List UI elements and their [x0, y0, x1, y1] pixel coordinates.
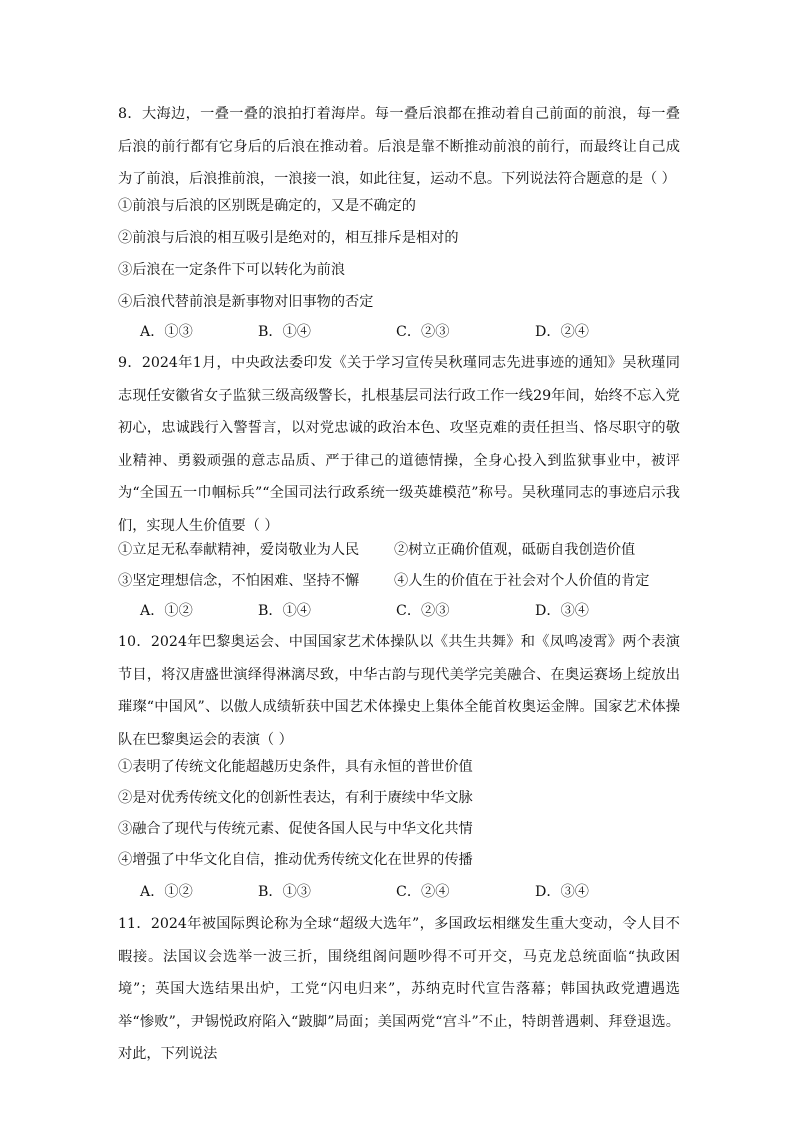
- question-10-choice-a[interactable]: A．①②: [140, 884, 193, 900]
- question-9-item-4: ④人生的价值在于社会对个人价值的肯定: [394, 573, 650, 589]
- question-9-stem: 9．2024年1月，中央政法委印发《关于学习宣传吴秋瑾同志先进事迹的通知》吴秋瑾同志现任安徽省女子监狱三级高级警长，扎根基层司法行政工作一线29年间，始终不忘入党初心，忠诚践行入警誓言，以对党忠诚的政治本色、攻坚克难的责任担当、恪尽职守的敬业精神、勇毅顽强的意志品质、严于律己的道德情操，全身心投入到监狱事业中，被评为“全国五一巾帼标兵”“全国司法行政系统一级英雄模范”称号。吴秋瑾同志的事迹启示我们，实现人生价值要（ ）: [118, 355, 680, 534]
- question-8-choice-c[interactable]: C．②③: [396, 324, 450, 340]
- question-9-items-row-2: [118, 571, 680, 591]
- question-9-item-1: ①立足无私奉献精神，爱岗敬业为人民: [118, 542, 360, 558]
- question-10-choices: [140, 882, 620, 902]
- question-10-choice-d[interactable]: D．③④: [535, 884, 589, 900]
- question-9-choice-a[interactable]: A．①②: [140, 603, 193, 619]
- question-8-choice-d[interactable]: D．②④: [535, 324, 589, 340]
- question-9-choices: [140, 601, 620, 621]
- question-8-item-1: ①前浪与后浪的区别既是确定的，又是不确定的: [118, 198, 416, 214]
- question-9-item-2: ②树立正确价值观，砥砺自我创造价值: [394, 542, 636, 558]
- question-9-item-3: ③坚定理想信念，不怕困难、坚持不懈: [118, 573, 360, 589]
- question-9-choice-c[interactable]: C．②③: [396, 603, 450, 619]
- question-10-stem: 10．2024年巴黎奥运会、中国国家艺术体操队以《共生共舞》和《凤鸣凌霄》两个表演节目，将汉唐盛世演绎得淋漓尽致，中华古韵与现代美学完美融合、在奥运赛场上绽放出璀璨“中国风”、以傲人成绩斩获中国艺术体操史上集体全能首枚奥运金牌。国家艺术体操队在巴黎奥运会的表演（ ）: [118, 634, 680, 748]
- question-10-item-1: ①表明了传统文化能超越历史条件，具有永恒的普世价值: [118, 759, 473, 775]
- question-10-item-3: ③融合了现代与传统元素、促使各国人民与中华文化共情: [118, 821, 473, 837]
- question-9-choice-b[interactable]: B．①④: [258, 603, 311, 619]
- question-10-item-2: ②是对优秀传统文化的创新性表达，有利于赓续中华文脉: [118, 790, 473, 806]
- question-10-item-4: ④增强了中华文化自信，推动优秀传统文化在世界的传播: [118, 852, 473, 868]
- question-9-items-row-1: [118, 540, 680, 560]
- question-10-choice-b[interactable]: B．①③: [258, 884, 311, 900]
- question-10-choice-c[interactable]: C．②④: [396, 884, 450, 900]
- question-8-choices: [140, 322, 620, 342]
- question-8-stem: 8．大海边，一叠一叠的浪拍打着海岸。每一叠后浪都在推动着自己前面的前浪，每一叠后浪的前行都有它身后的后浪在推动着。后浪是靠不断推动前浪的前行，而最终让自己成为了前浪，后浪推前浪，一浪接一浪，如此往复，运动不息。下列说法符合题意的是（ ）: [118, 106, 680, 187]
- question-8-item-4: ④后浪代替前浪是新事物对旧事物的否定: [118, 294, 374, 310]
- question-8-choice-a[interactable]: A．①③: [140, 324, 193, 340]
- question-8-choice-b[interactable]: B．①④: [258, 324, 311, 340]
- question-8-item-3: ③后浪在一定条件下可以转化为前浪: [118, 262, 346, 278]
- question-9-choice-d[interactable]: D．③④: [535, 603, 589, 619]
- question-8-item-2: ②前浪与后浪的相互吸引是绝对的，相互排斥是相对的: [118, 230, 459, 246]
- question-11-stem: 11．2024年被国际舆论称为全球“超级大选年”，多国政坛相继发生重大变动，令人目不暇接。法国议会选举一波三折，围绕组阁问题吵得不可开交，马克龙总统面临“执政困境”；英国大选结果出炉，工党“闪电归来”，苏纳克时代宣告落幕；韩国执政党遭遇选举“惨败”，尹锡悦政府陷入“跛脚”局面；美国两党“宫斗”不止，特朗普遇刺、拜登退选。对此，下列说法: [118, 916, 680, 1062]
